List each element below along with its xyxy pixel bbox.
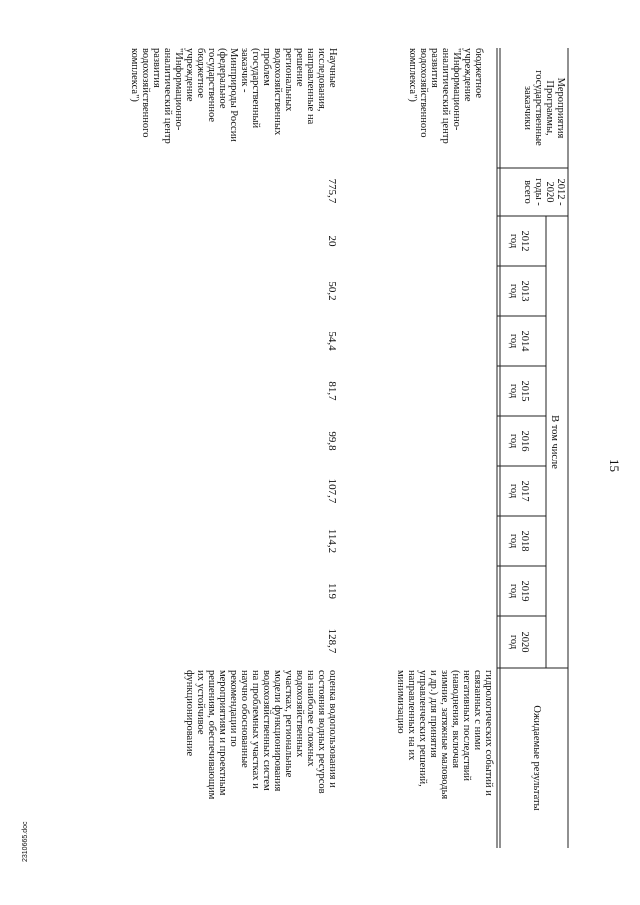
table-row-2-result: оценка водопользования и состояния водных ресурсов на наиболее сложных водохозяйственных участках, региональные модели функционирования водохозяйственных систем на проблемных участках и научно обоснованные рекомендации по мероприятиям и проектным решениям, обеспечивающим их устойчивое функционирование bbox=[184, 670, 338, 800]
header-year-2019: 2019 год bbox=[508, 580, 530, 602]
table-row-2-value-2016: 99,8 bbox=[326, 431, 338, 451]
header-year-2018: 2018 год bbox=[508, 530, 530, 552]
header-total: 2012 - 2020 годы - всего bbox=[522, 178, 566, 206]
table-row-2-value-2012: 20 bbox=[326, 235, 338, 247]
table-row-2-activity: Научные исследования, направленные на решение региональных водохозяйственных проблем (государственный заказчик - Минприроды России (федеральное государственное бюджетное учреждение "Информационно- аналитический центр развития водохозяйственного комплекса") bbox=[129, 48, 338, 144]
table-row-2-value-2017: 107,7 bbox=[326, 478, 338, 504]
table-row-2-value-2018: 114,2 bbox=[326, 528, 338, 554]
table-row-1-activity: бюджетное учреждение "Информационно- аналитический центр развития водохозяйственного комплекса") bbox=[407, 48, 484, 144]
header-year-2015: 2015 год bbox=[508, 380, 530, 402]
table-row-2-value-2015: 81,7 bbox=[326, 381, 338, 401]
header-year-2014: 2014 год bbox=[508, 330, 530, 352]
header-year-2016: 2016 год bbox=[508, 430, 530, 452]
table-row-1-result: гидрологических событий и связанных с ними негативных последствий (наводнения, включая зимние, затяжные маловодья и др.) для принятия управленческих решений, направленных на их минимизацию bbox=[395, 670, 494, 800]
table-row-2-total: 775,7 bbox=[326, 178, 338, 204]
header-year-2017: 2017 год bbox=[508, 480, 530, 502]
header-year-2012: 2012 год bbox=[508, 230, 530, 252]
rotated-page bbox=[60, 48, 622, 888]
table-row-2-value-2014: 54,4 bbox=[326, 331, 338, 351]
table-row-2-value-2013: 50,2 bbox=[326, 281, 338, 301]
page-number: 15 bbox=[607, 459, 622, 472]
header-year-2013: 2013 год bbox=[508, 280, 530, 302]
header-results: Ожидаемые результаты bbox=[531, 705, 542, 811]
header-including: В том числе bbox=[549, 415, 560, 469]
table-row-2-value-2019: 119 bbox=[326, 582, 338, 600]
header-activities: Мероприятия Программы, государственные заказчики bbox=[522, 70, 566, 146]
footer-filename: 2310665.doc bbox=[22, 821, 29, 862]
header-year-2020: 2020 год bbox=[508, 631, 530, 653]
table-row-2-value-2020: 128,7 bbox=[326, 628, 338, 654]
